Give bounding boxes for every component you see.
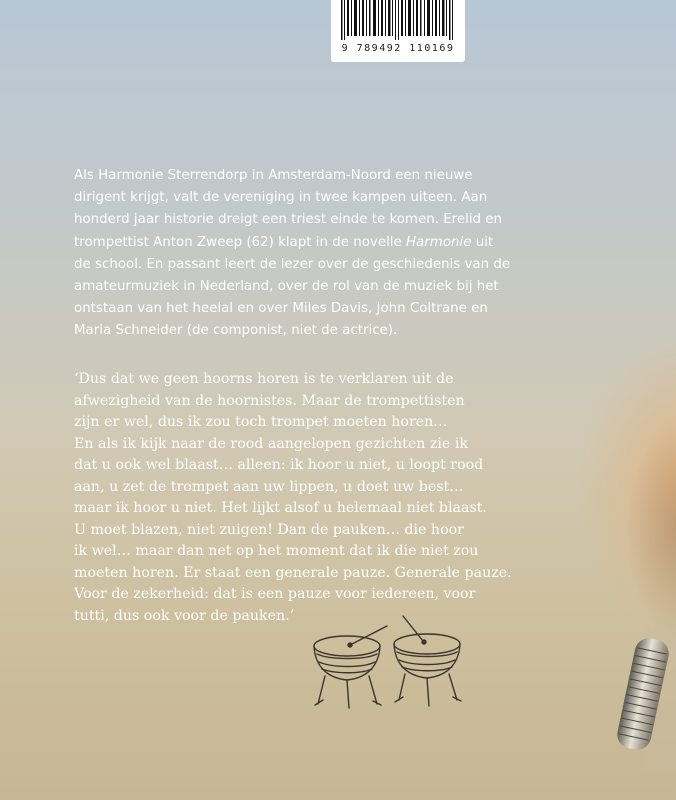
description-line: honderd jaar historie dreigt een triest einde te komen. Erelid en xyxy=(74,212,503,228)
description-line: Als Harmonie Sterrendorp in Amsterdam-Noord een nieuwe xyxy=(74,168,473,183)
excerpt-line: moeten horen. Er staat een generale pauze. Generale pauze. xyxy=(74,564,512,581)
excerpt-line: aan, u zet de trompet aan uw lippen, u doet uw best… xyxy=(74,478,464,495)
excerpt-line: ik wel… maar dan net op het moment dat ik die niet zou xyxy=(74,543,479,559)
description-line: amateurmuziek in Nederland, over de rol van de muziek bij het xyxy=(74,279,499,295)
description-line: Maria Schneider (de componist, niet de actrice). xyxy=(74,323,398,339)
barcode-icon xyxy=(341,0,455,40)
excerpt-line: ‘Dus dat we geen hoorns horen is te verklaren uit de xyxy=(74,371,454,387)
isbn-number: 9 789492 110169 xyxy=(341,43,455,54)
excerpt-line: Voor de zekerheid: dat is een pauze voor iedereen, voor xyxy=(74,586,476,602)
book-title: Harmonie xyxy=(406,234,472,250)
excerpt-line: U moet blazen, niet zuigen! Dan de pauken… die hoor xyxy=(74,521,464,538)
description-text: uit xyxy=(471,234,494,250)
excerpt-line: En als ik kijk naar de rood aangelopen gezichten zie ik xyxy=(74,435,468,452)
excerpt-line: tutti, dus ook voor de pauken.’ xyxy=(74,607,295,624)
description-line xyxy=(74,232,524,254)
background-blur xyxy=(626,420,676,640)
cymbal-stand-icon xyxy=(616,620,676,770)
barcode-label xyxy=(331,0,465,62)
excerpt-line: zijn er wel, dus ik zou toch trompet moeten horen… xyxy=(74,414,448,430)
excerpt-line: maar ik hoor u niet. Het lijkt alsof u helemaal niet blaast. xyxy=(74,500,487,516)
kettledrums-sketch-icon xyxy=(305,608,475,718)
description-line: ontstaan van het heelal en over Miles Davis, John Coltrane en xyxy=(74,301,488,317)
description-text: trompettist Anton Zweep (62) klapt in de novelle xyxy=(74,234,406,250)
book-description xyxy=(74,165,524,343)
excerpt-line: afwezigheid van de hoornistes. Maar de trompettisten xyxy=(74,392,465,409)
description-line: dirigent krijgt, valt de vereniging in twee kampen uiteen. Aan xyxy=(74,190,488,206)
description-line: de school. En passant leert de lezer over de geschiedenis van de xyxy=(74,256,511,272)
excerpt-line: dat u ook wel blaast… alleen: ik hoor u niet, u loopt rood xyxy=(74,457,484,473)
book-excerpt xyxy=(74,369,514,627)
